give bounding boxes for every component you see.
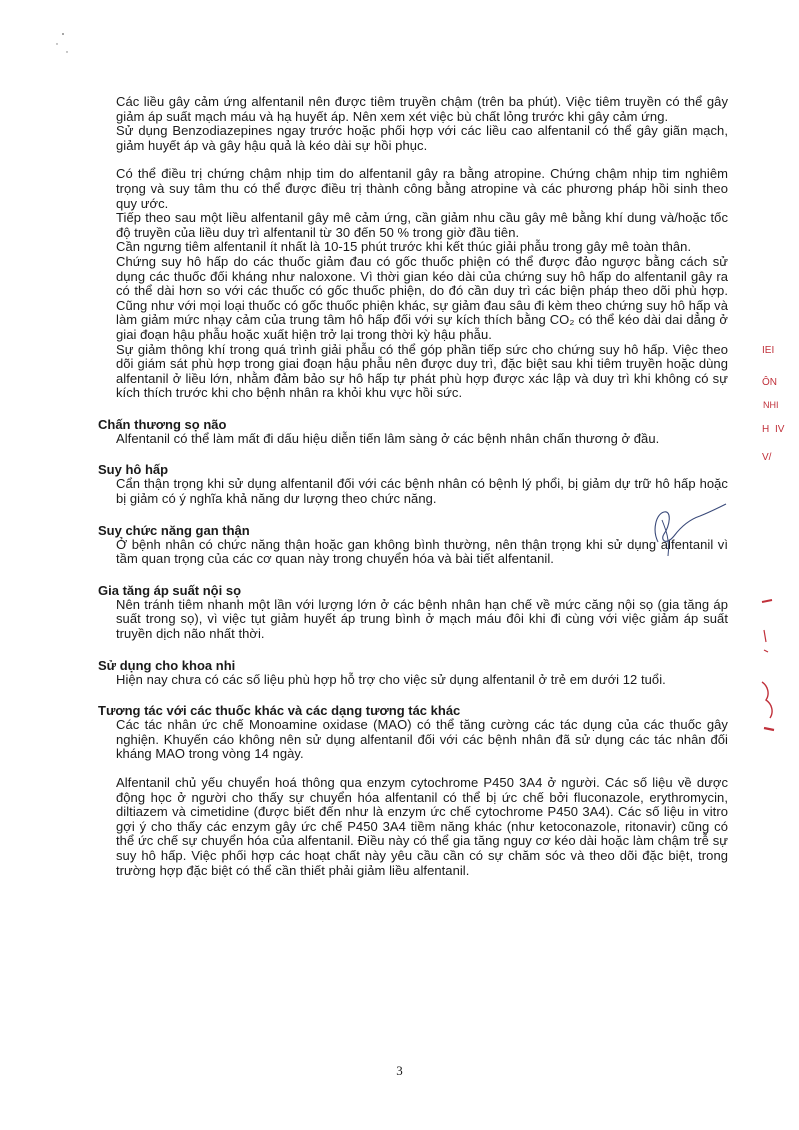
body-paragraph: Có thể điều trị chứng chậm nhịp tim do alfentanil gây ra bằng atropine. Chứng chậm nhịp tim nghiêm trọng và suy tâm thu có thể được điều trị thành công bằng atropine và các phương pháp hồi sinh theo quy ước.	[116, 166, 728, 211]
body-paragraph: Tiếp theo sau một liều alfentanil gây mê cảm ứng, cần giảm nhu cầu gây mê bằng khí dung và/hoặc tốc độ truyền của liều duy trì alfentanil từ 30 đến 50 % trong giờ đầu tiên.	[116, 210, 728, 240]
stamp-mark: H	[762, 424, 770, 435]
body-paragraph: Các tác nhân ức chế Monoamine oxidase (MAO) có thể tăng cường các tác dụng của các thuốc gây nghiện. Khuyến cáo không nên sử dụng alfentanil đối với các bệnh nhân đã sử dụng các tác nhân đối kháng MAO trong vòng 14 ngày.	[116, 717, 728, 762]
page-number: 3	[396, 1063, 403, 1078]
body-paragraph: Alfentanil chủ yếu chuyển hoá thông qua enzym cytochrome P450 3A4 ở người. Các số liệu về dược động học ở người cho thấy sự chuyển hóa alfentanil có thể bị ức chế bởi fluconazole, erythromycin, diltiazem và cimetidine (được biết đến như là enzym ức chế cytochrome P450 3A4). Các số liệu in vitro gợi ý cho thấy các enzym gây ức chế P450 3A4 tiềm năng khác (như ketoconazole, ritonavir) cũng có thể ức chế sự chuyển hóa của alfentanil. Điều này có thể gia tăng nguy cơ kéo dài hoặc làm chậm trễ sự suy hô hấp. Việc phối hợp các hoạt chất này yêu cầu cần có sự chăm sóc và theo dõi đặc biệt, trong trường hợp đặc biệt có thể cần thiết phải giảm liều alfentanil.	[116, 775, 728, 878]
section-heading: Gia tăng áp suất nội sọ	[98, 582, 242, 598]
section-heading: Sử dụng cho khoa nhi	[98, 657, 236, 673]
stamp-mark: IV	[775, 424, 785, 435]
section-heading: Chấn thương sọ não	[98, 416, 227, 432]
body-paragraph: Hiện nay chưa có các số liệu phù hợp hỗ trợ cho việc sử dụng alfentanil ở trẻ em dưới 12 tuổi.	[116, 671, 666, 687]
paragraph-gap	[98, 762, 728, 776]
stamp-mark: NHI	[763, 400, 779, 410]
body-paragraph: Alfentanil có thể làm mất đi dấu hiệu diễn tiến lâm sàng ở các bệnh nhân chấn thương ở đầu.	[116, 430, 660, 446]
body-paragraph: Sự giảm thông khí trong quá trình giải phẫu có thể góp phần tiếp sức cho chứng suy hô hấp. Việc theo dõi giám sát phù hợp trong giai đoạn hậu phẫu nên được duy trì, đặc biệt sau khi tiêm truyền hoặc dùng alfentanil ở liều lớn, nhằm đảm bảo sự hô hấp tự phát phù hợp được xác lập và duy trì khi không có sự kích thích trước khi cho bệnh nhân ra khỏi khu vực hồi sức.	[116, 341, 728, 401]
section-heading: Suy hô hấp	[98, 462, 169, 478]
stamp-strokes	[758, 590, 788, 755]
section-heading: Tương tác với các thuốc khác và các dạng tương tác khác	[98, 703, 461, 719]
stamp-mark: ÔN	[762, 377, 777, 388]
section-heading: Suy chức năng gan thận	[98, 522, 250, 538]
handwritten-signature	[640, 500, 730, 565]
body-paragraph: Chứng suy hô hấp do các thuốc giảm đau có gốc thuốc phiện có thể được đảo ngược bằng cách sử dụng các thuốc đối kháng như naloxone. Vì thời gian kéo dài của chứng suy hô hấp do alfentanil gây ra có thể dài hơn so với các thuốc có gốc thuốc phiện, do đó cần duy trì các biện pháp theo dõi phù hợp. Cũng như với mọi loại thuốc có gốc thuốc phiện khác, sự giảm đau sâu đi kèm theo chứng suy hô hấp và làm giảm mức nhạy cảm của trung tâm hô hấp đối với sự kích thích bằng CO₂ có thể kéo dài dai dẳng ở giai đoạn hậu phẫu hoặc xuất hiện trở lại trong thời kỳ hậu phẫu.	[116, 253, 728, 342]
body-paragraph: Nên tránh tiêm nhanh một lần với lượng lớn ở các bệnh nhân hạn chế về mức căng nội sọ (gia tăng áp suất trong sọ), vì việc tụt giảm huyết áp trung bình ở mạch máu đôi khi đi cùng với việc giảm áp suất truyền dịch não nhất thời.	[116, 596, 728, 642]
body-paragraph: Cần ngưng tiêm alfentanil ít nhất là 10-15 phút trước khi kết thúc giải phẫu trong gây mê toàn thân.	[116, 239, 692, 255]
document-body	[98, 95, 728, 878]
stamp-mark: IEI	[762, 345, 775, 356]
body-paragraph: Các liều gây cảm ứng alfentanil nên được tiêm truyền chậm (trên ba phút). Việc tiêm truyền có thể gây giảm áp suất mạch máu và hạ huyết áp. Nên xem xét việc bù chất lỏng trước khi gây cảm ứng.	[116, 94, 728, 124]
body-paragraph: Sử dụng Benzodiazepines ngay trước hoặc phối hợp với các liều cao alfentanil có thể gây giãn mạch, giảm huyết áp và gây hậu quả là kéo dài sự hồi phục.	[116, 123, 728, 153]
body-paragraph: Cẩn thận trọng khi sử dụng alfentanil đối với các bệnh nhân có bệnh lý phổi, bị giảm dự trữ hô hấp hoặc bị giảm có ý nghĩa khả năng dư lượng theo chức năng.	[116, 476, 728, 507]
body-paragraph: Ở bệnh nhân có chức năng thận hoặc gan không bình thường, nên thận trọng khi sử dụng alfentanil vì tầm quan trọng của các cơ quan này trong chuyển hóa và bài tiết alfentanil.	[116, 536, 728, 567]
paragraph-gap	[98, 153, 728, 167]
stamp-mark: V/	[762, 452, 772, 463]
scan-specks	[55, 30, 75, 65]
